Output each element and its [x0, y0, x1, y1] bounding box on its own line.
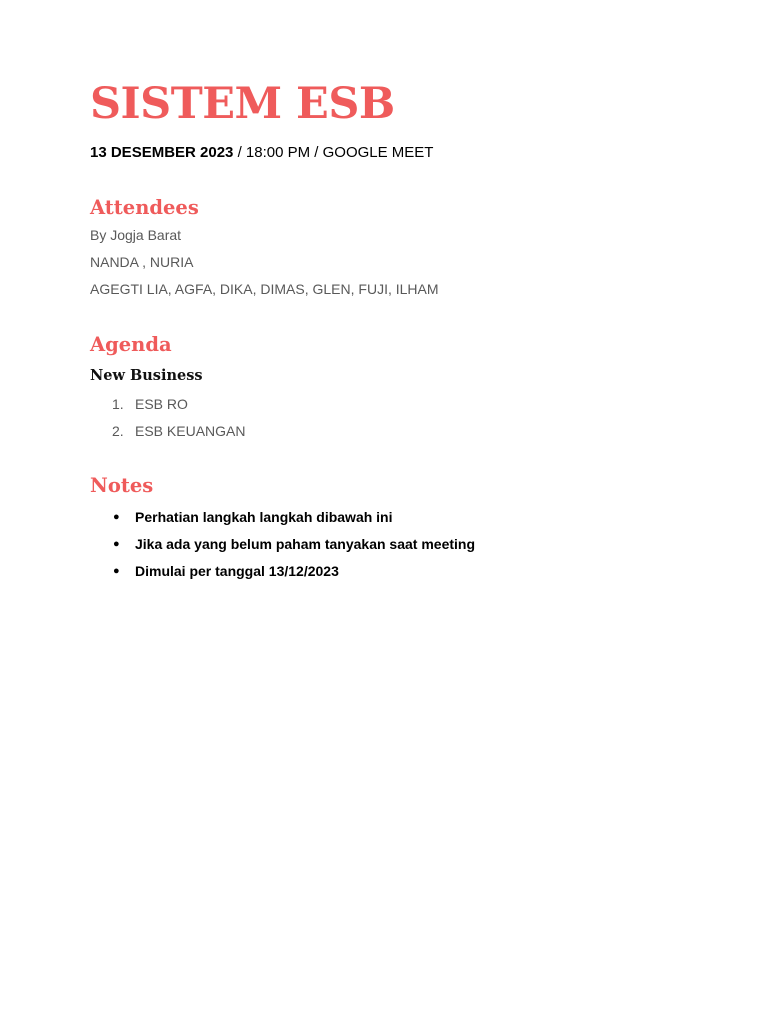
notes-list [90, 504, 690, 585]
agenda-item-text: ESB KEUANGAN [135, 423, 246, 439]
agenda-heading: Agenda [90, 333, 172, 356]
agenda-item [90, 418, 690, 445]
agenda-list [90, 391, 690, 445]
document-content [90, 76, 690, 585]
agenda-item [90, 391, 690, 418]
note-item [90, 558, 690, 585]
note-item-text: Jika ada yang belum paham tanyakan saat meeting [135, 536, 476, 552]
note-item [90, 504, 690, 531]
note-item-text: Dimulai per tanggal 13/12/2023 [135, 563, 339, 579]
bullet-icon: ● [113, 538, 120, 550]
agenda-item-text: ESB RO [135, 396, 188, 412]
attendees-list [90, 222, 690, 303]
meeting-meta [90, 142, 690, 164]
attendees-heading: Attendees [90, 196, 199, 219]
meeting-time-location: / 18:00 PM / GOOGLE MEET [233, 144, 434, 161]
note-item-text: Perhatian langkah langkah dibawah ini [135, 509, 393, 525]
agenda-item-number: 1. [112, 396, 124, 412]
note-item [90, 531, 690, 558]
meeting-date: 13 DESEMBER 2023 [90, 144, 234, 161]
agenda-item-number: 2. [112, 423, 124, 439]
attendees-line: AGEGTI LIA, AGFA, DIKA, DIMAS, GLEN, FUJI, ILHAM [90, 281, 439, 297]
document-title: SISTEM ESB [90, 79, 395, 129]
agenda-subheading: New Business [90, 367, 203, 384]
bullet-icon: ● [113, 511, 120, 523]
notes-heading: Notes [90, 474, 154, 497]
attendees-line: By Jogja Barat [90, 227, 182, 243]
bullet-icon: ● [113, 565, 120, 577]
attendees-line: NANDA , NURIA [90, 254, 194, 270]
